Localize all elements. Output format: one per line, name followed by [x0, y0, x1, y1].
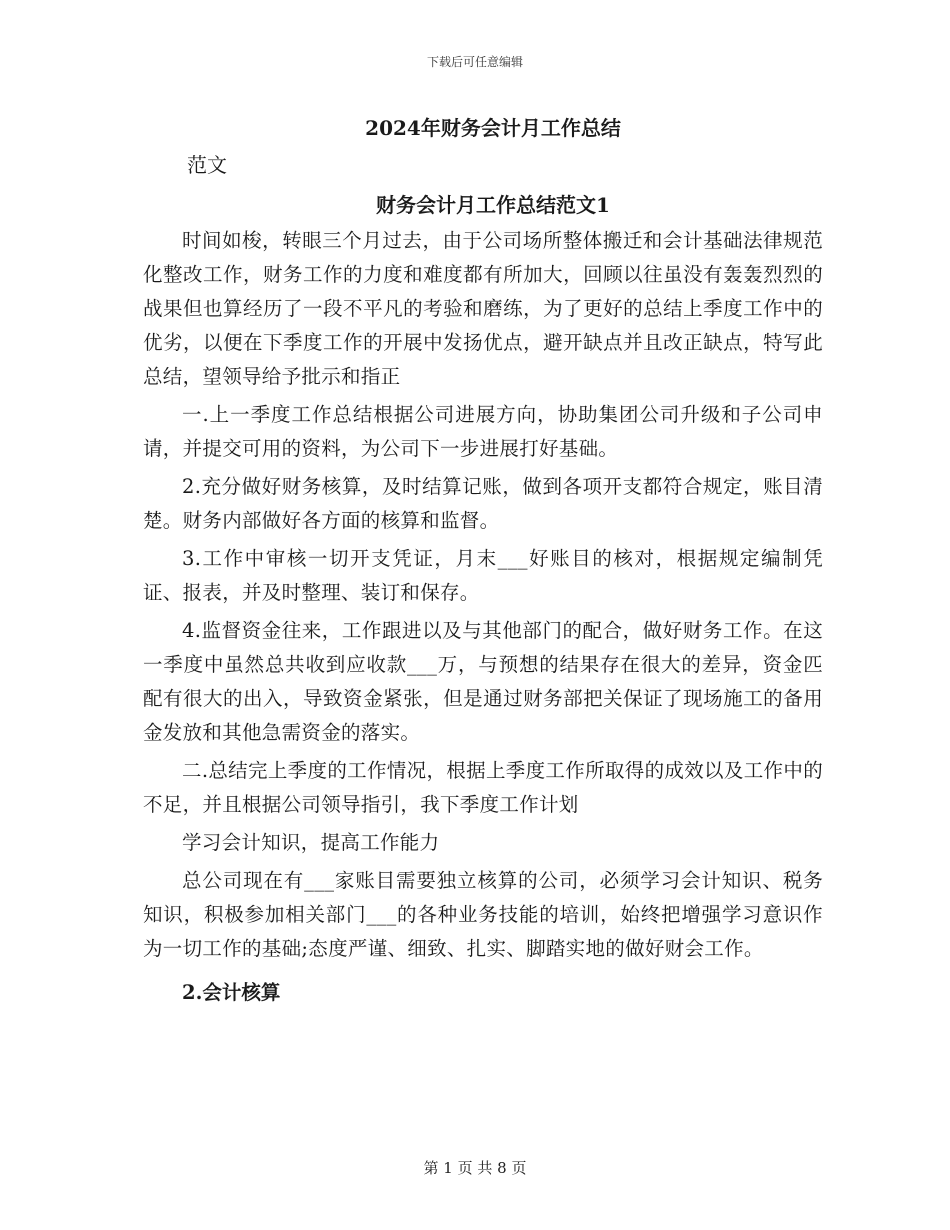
document-title: 2024年财务会计月工作总结 — [365, 116, 621, 140]
section-title: 财务会计月工作总结范文1 — [376, 193, 610, 217]
paragraph-summary-plan: 二.总结完上季度的工作情况，根据上季度工作所取得的成效以及工作中的不足，并且根据公司领导指引，我下季度工作计划 — [143, 759, 823, 816]
paragraph-item-3: 3.工作中审核一切开支凭证，月末___好账目的核对，根据规定编制凭证、报表，并及时整理、装订和保存。 — [143, 547, 823, 604]
page-number: 第 1 页 共 8 页 — [423, 1159, 527, 1177]
paragraph-learning-body: 总公司现在有___家账目需要独立核算的公司，必须学习会计知识、税务知识，积极参加相关部门___的各种业务技能的培训，始终把增强学习意识作为一切工作的基础;态度严谨、细致、扎实、脚踏实地的做好财会工作。 — [143, 869, 823, 960]
paragraph-item-1: 一.上一季度工作总结根据公司进展方向，协助集团公司升级和子公司申请，并提交可用的资料，为公司下一步进展打好基础。 — [143, 403, 823, 460]
paragraph-intro: 时间如梭，转眼三个月过去，由于公司场所整体搬迁和会计基础法律规范化整改工作，财务工作的力度和难度都有所加大，回顾以往虽没有轰轰烈烈的战果但也算经历了一段不平凡的考验和磨练，为了更好的总结上季度工作中的优劣，以便在下季度工作的开展中发扬优点，避开缺点并且改正缺点，特写此总结，望领导给予批示和指正 — [143, 229, 823, 388]
document-subtitle: 范文 — [187, 153, 227, 177]
subheading-accounting: 2.会计核算 — [182, 981, 281, 1004]
document-body — [143, 112, 823, 1010]
paragraph-item-2: 2.充分做好财务核算，及时结算记账，做到各项开支都符合规定，账目清楚。财务内部做好各方面的核算和监督。 — [143, 475, 823, 532]
paragraph-learning-heading: 学习会计知识，提高工作能力 — [182, 831, 440, 854]
paragraph-item-4: 4.监督资金往来，工作跟进以及与其他部门的配合，做好财务工作。在这一季度中虽然总共收到应收款___万，与预想的结果存在很大的差异，资金匹配有很大的出入，导致资金紧张，但是通过财务部把关保证了现场施工的备用金发放和其他急需资金的落实。 — [143, 619, 823, 744]
page-header-note: 下载后可任意编辑 — [426, 55, 523, 69]
